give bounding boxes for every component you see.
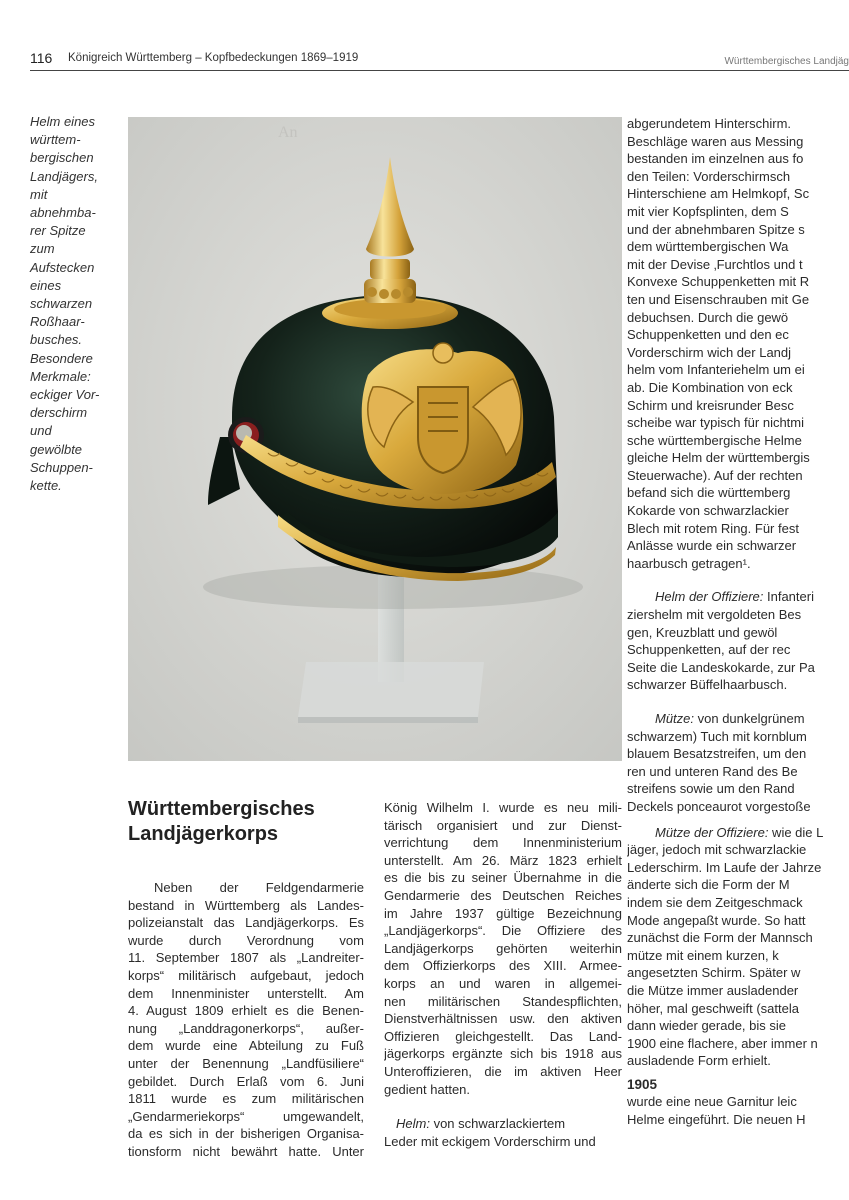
paragraph-line: Lederschirm. Im Laufe der Jahrze <box>627 859 822 875</box>
caption-line: mit <box>30 186 48 202</box>
caption-line: busches. <box>30 332 83 348</box>
paragraph-line: ab. Die Kombination von eck <box>627 379 793 395</box>
paragraph-line: tionsform nicht bewährt hatte. Unter <box>128 1143 364 1159</box>
paragraph-line: korps an und waren in allgemei- <box>384 975 622 991</box>
paragraph-line: unterstellt. Am 26. März 1823 erhielt <box>384 852 622 868</box>
paragraph-line: ausladende Form erhielt. <box>627 1053 771 1069</box>
paragraph-line: gen, Kreuzblatt und gewöl <box>627 624 778 640</box>
paragraph-line: König Wilhelm I. wurde es neu mili- <box>384 800 622 815</box>
paragraph-line: Vorderschirm wich der Landj <box>627 344 792 360</box>
paragraph-line: Gendarmerie des Deutschen Reiches <box>384 887 622 903</box>
caption-line: Roßhaar- <box>30 314 85 330</box>
paragraph-line: 11. September 1807 als „Landreiter- <box>128 950 364 966</box>
paragraph-gap <box>627 572 849 588</box>
paragraph-line: da es sich in der bisherigen Organisa- <box>128 1126 364 1142</box>
paragraph-line: wurde eine neue Garnitur leic <box>627 1094 797 1110</box>
paragraph-line: gebildet. Durch Erlaß vom 6. Juni <box>128 1073 364 1089</box>
running-title-right: Württembergisches Landjäg <box>724 56 849 67</box>
paragraph-line: es die bis zu seiner Übernahme in die <box>384 870 622 886</box>
paragraph-gap <box>627 694 849 710</box>
svg-text:An: An <box>278 124 298 141</box>
text-run: von dunkelgrünem <box>694 711 805 726</box>
paragraph-line: den Teilen: Vorderschirmsch <box>627 168 791 184</box>
paragraph-line: dem Innenminister unterstellt. Am <box>128 985 364 1001</box>
officer-helmet-line <box>627 588 849 606</box>
article-title-line: Landjägerkorps <box>128 823 279 845</box>
paragraph-line: 1811 wurde es zum militärischen <box>128 1091 364 1107</box>
paragraph-line: Neben der Feldgendarmerie <box>154 880 364 895</box>
paragraph-line: Schirm und kreisrunder Besc <box>627 397 794 413</box>
paragraph-line: bestanden im einzelnen aus fo <box>627 151 804 167</box>
paragraph-line: 1900 eine flachere, aber immer n <box>627 1035 818 1051</box>
paragraph-line: korps“ militärisch aufgebaut, jedoch <box>128 967 364 983</box>
paragraph-line: jägerkorps ergänzte sich bis 1918 aus <box>384 1046 622 1062</box>
paragraph-line: Helme eingeführt. Die neuen H <box>627 1112 806 1128</box>
paragraph-line: Anlässe wurde ein schwarzer <box>627 538 797 554</box>
paragraph-line: ten und Eisenschrauben mit Ge <box>627 291 810 307</box>
paragraph-line: Blech mit rotem Ring. Für fest <box>627 520 799 536</box>
running-title: Königreich Württemberg – Kopfbedeckungen 1869–1919 <box>68 52 359 64</box>
paragraph-line: und der abnehmbaren Spitze s <box>627 221 805 237</box>
caption-line: kette. <box>30 478 62 494</box>
paragraph-line: Offizieren gleichgestellt. Das Land- <box>384 1028 622 1044</box>
paragraph-line: Landjägerkorps gehörten weiterhin <box>384 940 622 956</box>
article-title <box>128 797 368 847</box>
paragraph-line: sche württembergische Helme <box>627 432 802 448</box>
paragraph-line: polizeianstalt das Landjägerkorps. Es <box>128 915 364 931</box>
caption-line: schwarzen <box>30 296 93 312</box>
year-heading: 1905 <box>627 1076 658 1092</box>
caption-line: bergischen <box>30 150 94 166</box>
paragraph-line: Konvexe Schuppenketten mit R <box>627 274 810 290</box>
helm-paragraph-line <box>384 1115 622 1133</box>
paragraph-line: dem Offizierkorps des XIII. Armee- <box>384 958 622 974</box>
paragraph-line: 4. August 1809 erhielt es die Benen- <box>128 1003 364 1019</box>
helmet-illustration <box>128 117 622 761</box>
caption-line: und <box>30 423 52 439</box>
paragraph-line: Mode angepaßt wurde. So hatt <box>627 912 806 928</box>
paragraph-line: Steuerwache). Auf der rechten <box>627 467 803 483</box>
paragraph-line: dann wieder gerade, bis sie <box>627 1018 786 1034</box>
helmet-photo <box>128 117 622 761</box>
caption-line: eckiger Vor- <box>30 387 100 403</box>
paragraph-line: streifens sowie um den Rand <box>627 781 795 797</box>
paragraph-line: ren und unteren Rand des Be <box>627 763 798 779</box>
paragraph-line: ziershelm mit vergoldeten Bes <box>627 607 802 623</box>
paragraph-line: haarbusch getragen¹. <box>627 555 751 571</box>
caption-line: eines <box>30 277 62 293</box>
italic-label: Helm: <box>396 1116 430 1132</box>
paragraph-line: Schuppenketten, auf der rec <box>627 642 791 658</box>
paragraph-line: die Mütze immer ausladender <box>627 982 799 998</box>
paragraph-gap <box>384 1098 622 1115</box>
text-run: von schwarzlackiertem <box>429 1116 566 1132</box>
text-column-3 <box>627 115 849 1129</box>
paragraph-line: Beschläge waren aus Messing <box>627 133 804 149</box>
caption-line: württem- <box>30 132 81 148</box>
paragraph-line: Unteroffizieren, die im aktiven Heer <box>384 1063 622 1079</box>
caption-line: derschirm <box>30 405 88 421</box>
paragraph-line: mit der Devise ‚Furchtlos und t <box>627 256 803 272</box>
paragraph-line: gedient hatten. <box>384 1081 471 1097</box>
paragraph-line: höher, mal geschweift (sattela <box>627 1000 799 1016</box>
paragraph-line: schwarzer Büffelhaarbusch. <box>627 677 788 693</box>
paragraph-line: nung „Landdragonerkorps“, außer- <box>128 1020 364 1036</box>
italic-label: Helm der Offiziere: <box>655 589 764 605</box>
paragraph-line: befand sich die württemberg <box>627 485 791 501</box>
paragraph-line: Schuppenketten und den ec <box>627 327 789 343</box>
italic-label: Mütze der Offiziere: <box>655 824 769 840</box>
paragraph-line: tärisch organisiert und zur Dienst- <box>384 817 622 833</box>
paragraph-line: mit vier Kopfsplinten, dem S <box>627 203 789 219</box>
paragraph-line: verrichtung dem Innenministerium <box>384 835 622 851</box>
paragraph-line: Kokarde von schwarzlackier <box>627 503 789 519</box>
paragraph-line: helm vom Infanteriehelm um ei <box>627 362 805 378</box>
paragraph-line: wurde durch Verordnung vom <box>128 932 364 948</box>
paragraph-line: zunächst die Form der Mannsch <box>627 930 813 946</box>
caption-line: Merkmale: <box>30 368 91 384</box>
caption-line: Landjägers, <box>30 168 98 184</box>
officer-cap-line <box>627 824 849 842</box>
paragraph-line: dem württembergischen Wa <box>627 239 789 255</box>
text-column-1 <box>128 879 364 1161</box>
paragraph-line: abgerundetem Hinterschirm. <box>627 116 792 131</box>
caption-line: Helm eines <box>30 114 96 129</box>
paragraph-line: dem wurde eine Abteilung zu Fuß <box>128 1038 364 1054</box>
paragraph-line: „Landjägerkorps“. Die Offiziere des <box>384 923 622 939</box>
paragraph-line: „Gendarmeriekorps“ umgewandelt, <box>128 1108 364 1124</box>
cap-paragraph-line <box>627 710 849 728</box>
paragraph-line: gleiche Helm der württembergis <box>627 450 810 466</box>
paragraph-line: unter der Benennung „Landfüsiliere“ <box>128 1055 364 1071</box>
caption-line: Aufstecken <box>30 259 95 275</box>
paragraph-line: Dienstverhältnissen usw. den aktiven <box>384 1011 622 1027</box>
paragraph-line: schwarzem) Tuch mit kornblum <box>627 728 807 744</box>
paragraph-line: blauem Besatzstreifen, um den <box>627 746 807 762</box>
paragraph-line: jäger, jedoch mit schwarzlackie <box>627 842 807 858</box>
text-run: Infanteri <box>763 589 814 605</box>
italic-label: Mütze: <box>655 711 695 726</box>
text-run: wie die L <box>768 824 824 840</box>
caption-line: Schuppen- <box>30 459 93 475</box>
paragraph-line: indem sie dem Zeitgeschmack <box>627 894 803 910</box>
paragraph-line: im Jahre 1937 gültige Bezeichnung <box>384 905 622 921</box>
paragraph-line: mütze mit einem kurzen, k <box>627 947 779 963</box>
page-header <box>30 48 849 71</box>
paragraph-line: Seite die Landeskokarde, zur Pa <box>627 659 815 675</box>
caption-line: abnehmba- <box>30 205 96 221</box>
paragraph-gap <box>627 816 849 824</box>
caption-line: zum <box>30 241 55 257</box>
paragraph-line: scheibe war typisch für nichtmi <box>627 415 805 431</box>
caption-line: gewölbte <box>30 441 83 457</box>
text-column-2 <box>384 799 622 1150</box>
paragraph-line: Deckels ponceaurot vorgestoße <box>627 798 811 814</box>
paragraph-line: bestand in Württemberg als Landes- <box>128 897 364 913</box>
article-title-line: Württembergisches <box>128 798 315 820</box>
paragraph-line: nen militärischen Standespflichten, <box>384 993 622 1009</box>
caption-line: rer Spitze <box>30 223 86 239</box>
photo-caption <box>30 113 112 495</box>
paragraph-line: Hinterschiene am Helmkopf, Sc <box>627 186 810 202</box>
paragraph-line: debuchsen. Durch die gewö <box>627 309 789 325</box>
paragraph-line: änderte sich die Form der M <box>627 877 790 893</box>
paragraph-line: angesetzten Schirm. Später w <box>627 965 801 981</box>
page-number: 116 <box>30 50 53 66</box>
caption-line: Besondere <box>30 350 93 366</box>
paragraph-line: Leder mit eckigem Vorderschirm und <box>384 1133 596 1149</box>
